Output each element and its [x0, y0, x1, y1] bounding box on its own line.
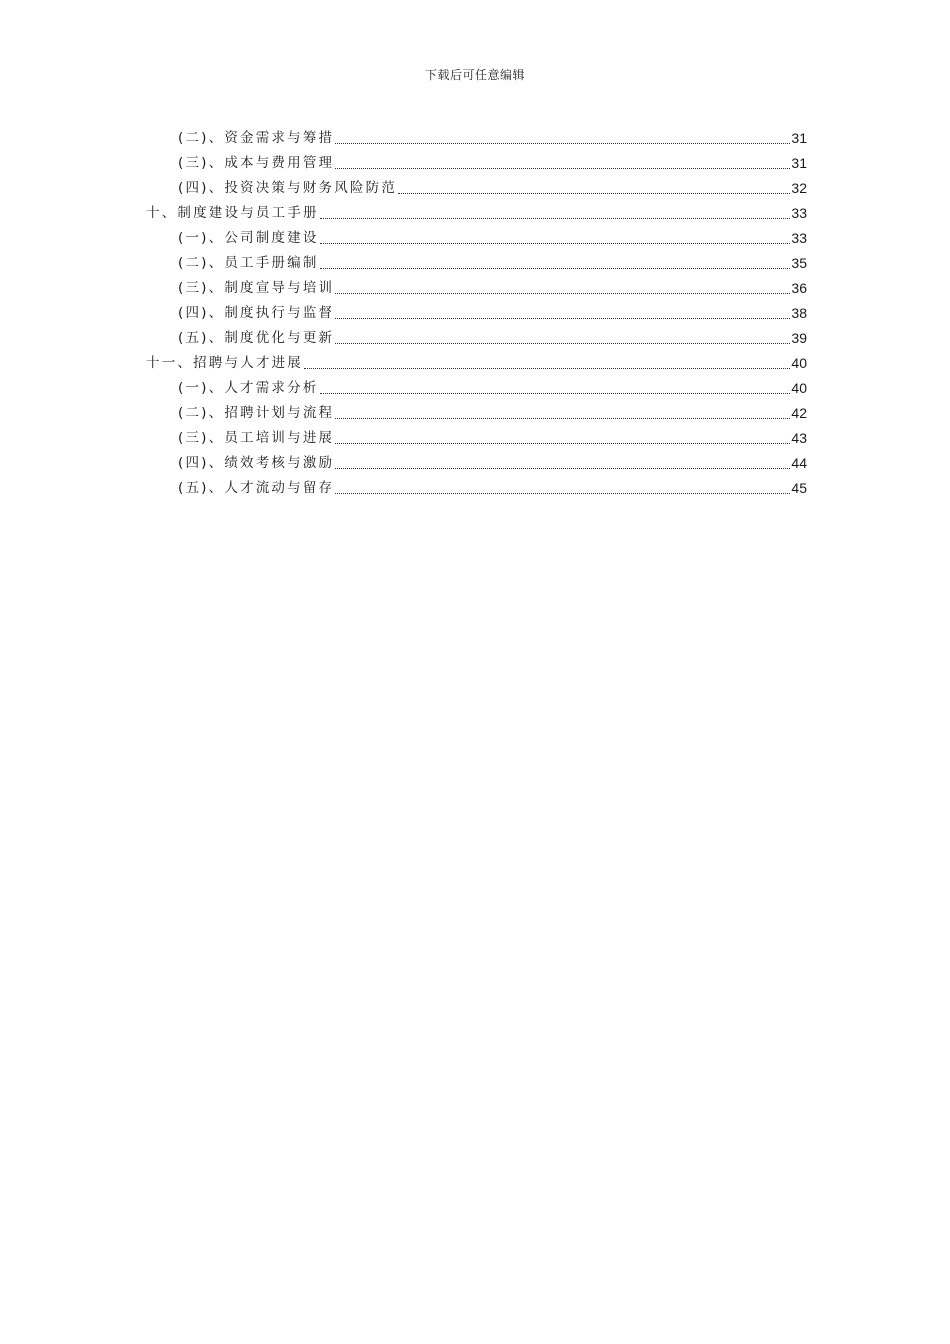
toc-entry-label: (二)、员工手册编制 [178, 252, 320, 274]
toc-entry[interactable] [178, 152, 807, 174]
toc-dot-leader [320, 252, 791, 274]
toc-entry[interactable] [178, 127, 807, 149]
toc-dot-leader [335, 452, 790, 474]
toc-entry-label: 十、制度建设与员工手册 [146, 202, 320, 224]
toc-entry-label: (二)、招聘计划与流程 [178, 402, 335, 424]
toc-entry-page: 42 [791, 405, 807, 421]
toc-entry-label: 十一、招聘与人才进展 [146, 352, 304, 374]
toc-entry-page: 43 [791, 430, 807, 446]
toc-dot-leader [335, 277, 790, 299]
toc-entry-page: 35 [791, 255, 807, 271]
toc-entry-label: (五)、人才流动与留存 [178, 477, 335, 499]
toc-entry-label: (五)、制度优化与更新 [178, 327, 335, 349]
toc-entry[interactable] [178, 402, 807, 424]
toc-entry-page: 32 [791, 180, 807, 196]
toc-entry-label: (四)、投资决策与财务风险防范 [178, 177, 398, 199]
toc-entry-page: 36 [791, 280, 807, 296]
toc-entry-page: 31 [791, 130, 807, 146]
toc-dot-leader [335, 327, 790, 349]
toc-entry-label: (三)、制度宣导与培训 [178, 277, 335, 299]
toc-entry[interactable] [178, 427, 807, 449]
toc-entry-page: 40 [791, 380, 807, 396]
toc-dot-leader [335, 302, 790, 324]
toc-entry[interactable] [146, 352, 807, 374]
toc-entry-page: 38 [791, 305, 807, 321]
page-header: 下载后可任意编辑 [424, 68, 525, 82]
toc-entry[interactable] [178, 227, 807, 249]
toc-entry-label: (四)、绩效考核与激励 [178, 452, 335, 474]
toc-entry-page: 31 [791, 155, 807, 171]
toc-entry[interactable] [178, 477, 807, 499]
toc-dot-leader [398, 177, 790, 199]
toc-entry-label: (三)、成本与费用管理 [178, 152, 335, 174]
toc-dot-leader [335, 477, 790, 499]
toc-entry-page: 44 [791, 455, 807, 471]
toc-entry-label: (三)、员工培训与进展 [178, 427, 335, 449]
toc-entry-label: (一)、公司制度建设 [178, 227, 320, 249]
toc-entry[interactable] [178, 302, 807, 324]
toc-entry[interactable] [178, 452, 807, 474]
toc-dot-leader [320, 377, 791, 399]
toc-entry-label: (四)、制度执行与监督 [178, 302, 335, 324]
toc-entry[interactable] [178, 277, 807, 299]
toc-dot-leader [335, 127, 790, 149]
toc-entry-label: (一)、人才需求分析 [178, 377, 320, 399]
toc-dot-leader [320, 227, 791, 249]
toc-entry[interactable] [178, 377, 807, 399]
toc-entry[interactable] [178, 252, 807, 274]
toc-dot-leader [335, 152, 790, 174]
toc-entry[interactable] [178, 327, 807, 349]
toc-entry-label: (二)、资金需求与筹措 [178, 127, 335, 149]
toc-dot-leader [320, 202, 791, 224]
toc-entry[interactable] [178, 177, 807, 199]
toc-dot-leader [335, 402, 790, 424]
toc-entry-page: 33 [791, 230, 807, 246]
toc-entry-page: 45 [791, 480, 807, 496]
toc-dot-leader [335, 427, 790, 449]
toc-entry-page: 39 [791, 330, 807, 346]
toc-entry-page: 33 [791, 205, 807, 221]
toc-entry[interactable] [146, 202, 807, 224]
toc-entry-page: 40 [791, 355, 807, 371]
toc-dot-leader [304, 352, 790, 374]
